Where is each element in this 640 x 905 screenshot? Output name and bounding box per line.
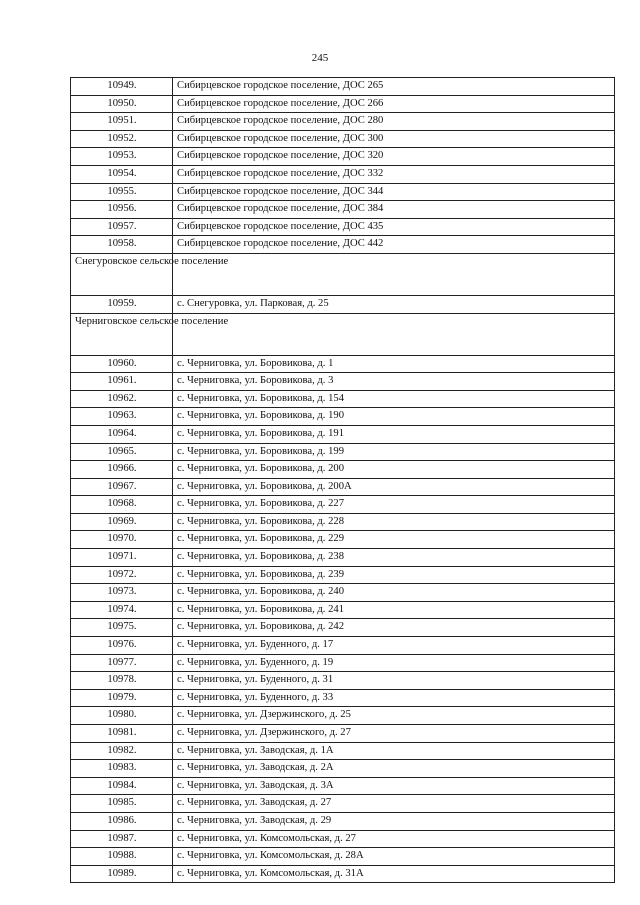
row-address: с. Черниговка, ул. Заводская, д. 3А [173,777,615,795]
row-number: 10989. [71,865,173,883]
table-row [71,566,615,584]
row-address: с. Черниговка, ул. Боровикова, д. 191 [173,425,615,443]
row-number: 10979. [71,689,173,707]
row-address: с. Черниговка, ул. Буденного, д. 19 [173,654,615,672]
row-address: Сибирцевское городское поселение, ДОС 300 [173,130,615,148]
section-row [71,313,615,355]
table-row [71,812,615,830]
row-address: с. Черниговка, ул. Боровикова, д. 241 [173,601,615,619]
table-row [71,584,615,602]
row-address: с. Черниговка, ул. Боровикова, д. 200 [173,461,615,479]
row-number: 10973. [71,584,173,602]
table-row [71,183,615,201]
row-number: 10950. [71,95,173,113]
row-address: с. Черниговка, ул. Комсомольская, д. 28А [173,848,615,866]
table-row [71,689,615,707]
table-row [71,148,615,166]
section-empty-cell [173,253,615,295]
row-number: 10966. [71,461,173,479]
row-number: 10961. [71,373,173,391]
table-row [71,777,615,795]
row-number: 10977. [71,654,173,672]
table-row [71,725,615,743]
row-number: 10972. [71,566,173,584]
row-number: 10970. [71,531,173,549]
page-number: 245 [311,52,329,64]
row-number: 10971. [71,549,173,567]
row-number: 10985. [71,795,173,813]
row-address: с. Снегуровка, ул. Парковая, д. 25 [173,295,615,313]
table-row [71,113,615,131]
table-row [71,355,615,373]
table-row [71,549,615,567]
row-address: с. Черниговка, ул. Боровикова, д. 239 [173,566,615,584]
row-number: 10952. [71,130,173,148]
table-row [71,496,615,514]
table-row [71,130,615,148]
row-address: с. Черниговка, ул. Дзержинского, д. 27 [173,725,615,743]
row-address: с. Черниговка, ул. Боровикова, д. 200А [173,478,615,496]
row-address: с. Черниговка, ул. Боровикова, д. 228 [173,513,615,531]
table-row [71,201,615,219]
row-address: с. Черниговка, ул. Боровикова, д. 1 [173,355,615,373]
table-row [71,637,615,655]
row-address: с. Черниговка, ул. Боровикова, д. 3 [173,373,615,391]
row-address: с. Черниговка, ул. Боровикова, д. 227 [173,496,615,514]
row-number: 10978. [71,672,173,690]
row-address: с. Черниговка, ул. Комсомольская, д. 27 [173,830,615,848]
table-row [71,218,615,236]
row-number: 10984. [71,777,173,795]
table-row [71,408,615,426]
table-row [71,619,615,637]
row-address: Сибирцевское городское поселение, ДОС 280 [173,113,615,131]
row-number: 10974. [71,601,173,619]
row-address: с. Черниговка, ул. Буденного, д. 33 [173,689,615,707]
table-row [71,95,615,113]
row-number: 10986. [71,812,173,830]
row-address: с. Черниговка, ул. Буденного, д. 31 [173,672,615,690]
row-number: 10956. [71,201,173,219]
row-number: 10967. [71,478,173,496]
row-number: 10959. [71,295,173,313]
row-number: 10981. [71,725,173,743]
row-address: Сибирцевское городское поселение, ДОС 384 [173,201,615,219]
row-number: 10988. [71,848,173,866]
row-number: 10980. [71,707,173,725]
section-name: Снегуровское сельское поселение [71,253,173,295]
section-name: Черниговское сельское поселение [71,313,173,355]
row-address: с. Черниговка, ул. Боровикова, д. 154 [173,390,615,408]
row-address: Сибирцевское городское поселение, ДОС 320 [173,148,615,166]
table-row [71,742,615,760]
table-row [71,795,615,813]
table-row [71,601,615,619]
table-body [71,78,615,883]
row-number: 10983. [71,760,173,778]
row-address: Сибирцевское городское поселение, ДОС 332 [173,165,615,183]
row-address: Сибирцевское городское поселение, ДОС 435 [173,218,615,236]
row-number: 10955. [71,183,173,201]
row-number: 10953. [71,148,173,166]
table-row [71,707,615,725]
table-row [71,443,615,461]
row-number: 10968. [71,496,173,514]
table-row [71,295,615,313]
row-number: 10964. [71,425,173,443]
row-number: 10963. [71,408,173,426]
table-row [71,672,615,690]
row-address: с. Черниговка, ул. Боровикова, д. 229 [173,531,615,549]
row-number: 10969. [71,513,173,531]
section-row [71,253,615,295]
row-address: с. Черниговка, ул. Боровикова, д. 242 [173,619,615,637]
row-number: 10951. [71,113,173,131]
table-row [71,236,615,254]
table-row [71,760,615,778]
row-address: с. Черниговка, ул. Боровикова, д. 199 [173,443,615,461]
row-number: 10958. [71,236,173,254]
row-number: 10954. [71,165,173,183]
row-number: 10962. [71,390,173,408]
address-table [70,77,615,883]
row-address: с. Черниговка, ул. Боровикова, д. 190 [173,408,615,426]
table-row [71,830,615,848]
table-row [71,654,615,672]
row-address: с. Черниговка, ул. Дзержинского, д. 25 [173,707,615,725]
table-row [71,78,615,96]
section-empty-cell [173,313,615,355]
row-number: 10965. [71,443,173,461]
row-address: с. Черниговка, ул. Боровикова, д. 238 [173,549,615,567]
row-number: 10957. [71,218,173,236]
table-row [71,848,615,866]
table-row [71,531,615,549]
row-address: с. Черниговка, ул. Буденного, д. 17 [173,637,615,655]
table-row [71,165,615,183]
row-address: с. Черниговка, ул. Заводская, д. 27 [173,795,615,813]
row-number: 10987. [71,830,173,848]
row-address: Сибирцевское городское поселение, ДОС 442 [173,236,615,254]
row-number: 10960. [71,355,173,373]
table-row [71,478,615,496]
row-address: Сибирцевское городское поселение, ДОС 344 [173,183,615,201]
row-address: Сибирцевское городское поселение, ДОС 265 [173,78,615,96]
table-row [71,513,615,531]
table-row [71,390,615,408]
row-number: 10949. [71,78,173,96]
row-address: с. Черниговка, ул. Боровикова, д. 240 [173,584,615,602]
table-row [71,865,615,883]
row-address: с. Черниговка, ул. Комсомольская, д. 31А [173,865,615,883]
row-number: 10975. [71,619,173,637]
table-row [71,373,615,391]
table-row [71,425,615,443]
row-address: с. Черниговка, ул. Заводская, д. 1А [173,742,615,760]
row-number: 10976. [71,637,173,655]
row-address: с. Черниговка, ул. Заводская, д. 29 [173,812,615,830]
row-address: Сибирцевское городское поселение, ДОС 266 [173,95,615,113]
row-address: с. Черниговка, ул. Заводская, д. 2А [173,760,615,778]
table-row [71,461,615,479]
row-number: 10982. [71,742,173,760]
